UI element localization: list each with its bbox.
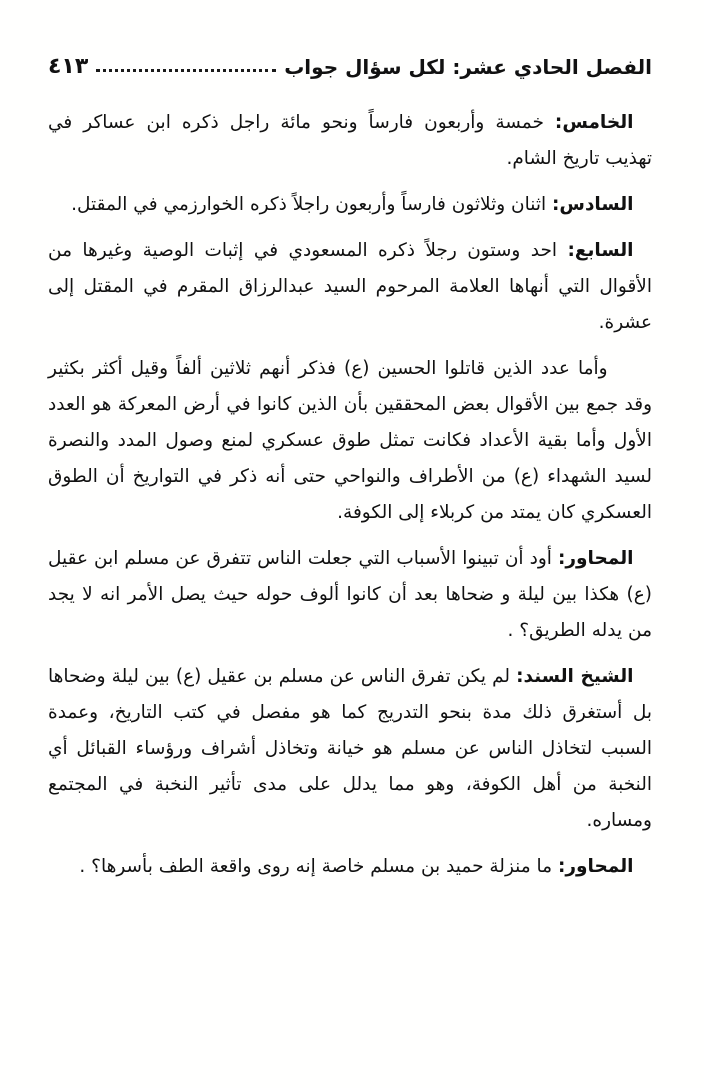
- paragraph-lead: السابع:: [567, 240, 634, 261]
- paragraph-text: وأما عدد الذين قاتلوا الحسين (ع) فذكر أنهم ثلاثين ألفاً وقيل أكثر بكثير وقد جمع بين الأقوال بعض المحققين بأن الذين كانوا في أرض المعركة هو العدد الأول وأما بقية الأعداد فكانت تمثل طوق عسكري لمنع وصول المدد والنصرة لسيد الشهداء (ع) من الأطراف والنواحي حتى أنه ذكر في التواريخ أن الطوق العسكري كان يمتد من كربلاء إلى الكوفة.: [48, 358, 652, 523]
- chapter-title: الفصل الحادي عشر: لكل سؤال جواب: [284, 55, 652, 79]
- page-number: ٤١٣: [48, 54, 89, 79]
- paragraph-lead: المحاور:: [557, 548, 634, 569]
- paragraph-text: خمسة وأربعون فارساً ونحو مائة راجل ذكره ابن عساكر في تهذيب تاريخ الشام.: [48, 112, 652, 169]
- paragraph-lead: السادس:: [552, 194, 634, 215]
- paragraph-text: ما منزلة حميد بن مسلم خاصة إنه روى واقعة الطف بأسرها؟ .: [79, 856, 558, 877]
- paragraph-text: اثنان وثلاثون فارساً وأربعون راجلاً ذكره الخوارزمي في المقتل.: [71, 194, 553, 215]
- paragraph-lead: الشيخ السند:: [516, 666, 634, 687]
- paragraph-sheikh-answer: [48, 659, 652, 839]
- paragraph-lead: المحاور:: [557, 856, 634, 877]
- paragraph-sixth: [48, 187, 652, 223]
- paragraph-fifth: [48, 105, 652, 177]
- page-body: [48, 105, 652, 885]
- page-header: [48, 54, 652, 79]
- paragraph-text: احد وستون رجلاً ذكره المسعودي في إثبات الوصية وغيرها من الأقوال التي أنهاها العلامة المرحوم السيد عبدالرزاق المقرم في المقتل إلى عشرة.: [48, 240, 652, 333]
- paragraph-count-discussion: [48, 351, 652, 531]
- paragraph-interviewer-question-1: [48, 541, 652, 649]
- paragraph-interviewer-question-2: [48, 849, 652, 885]
- paragraph-lead: الخامس:: [554, 112, 634, 133]
- dotted-leader: [96, 69, 276, 72]
- paragraph-text: أود أن تبينوا الأسباب التي جعلت الناس تتفرق عن مسلم ابن عقيل (ع) هكذا بين ليلة و ضحاها بعد أن كانوا ألوف حوله حيث يصل الأمر انه لا يجد من يدله الطريق؟ .: [48, 548, 652, 641]
- paragraph-text: لم يكن تفرق الناس عن مسلم بن عقيل (ع) بين ليلة وضحاها بل أستغرق ذلك مدة بنحو التدريج كما هو مفصل في كتب التاريخ، وعمدة السبب لتخاذل الناس عن مسلم هو خيانة وتخاذل أشراف ورؤساء القبائل أي النخبة من أهل الكوفة، وهو مما يدلل على مدى تأثير النخبة في المجتمع ومساره.: [48, 666, 652, 831]
- paragraph-seventh: [48, 233, 652, 341]
